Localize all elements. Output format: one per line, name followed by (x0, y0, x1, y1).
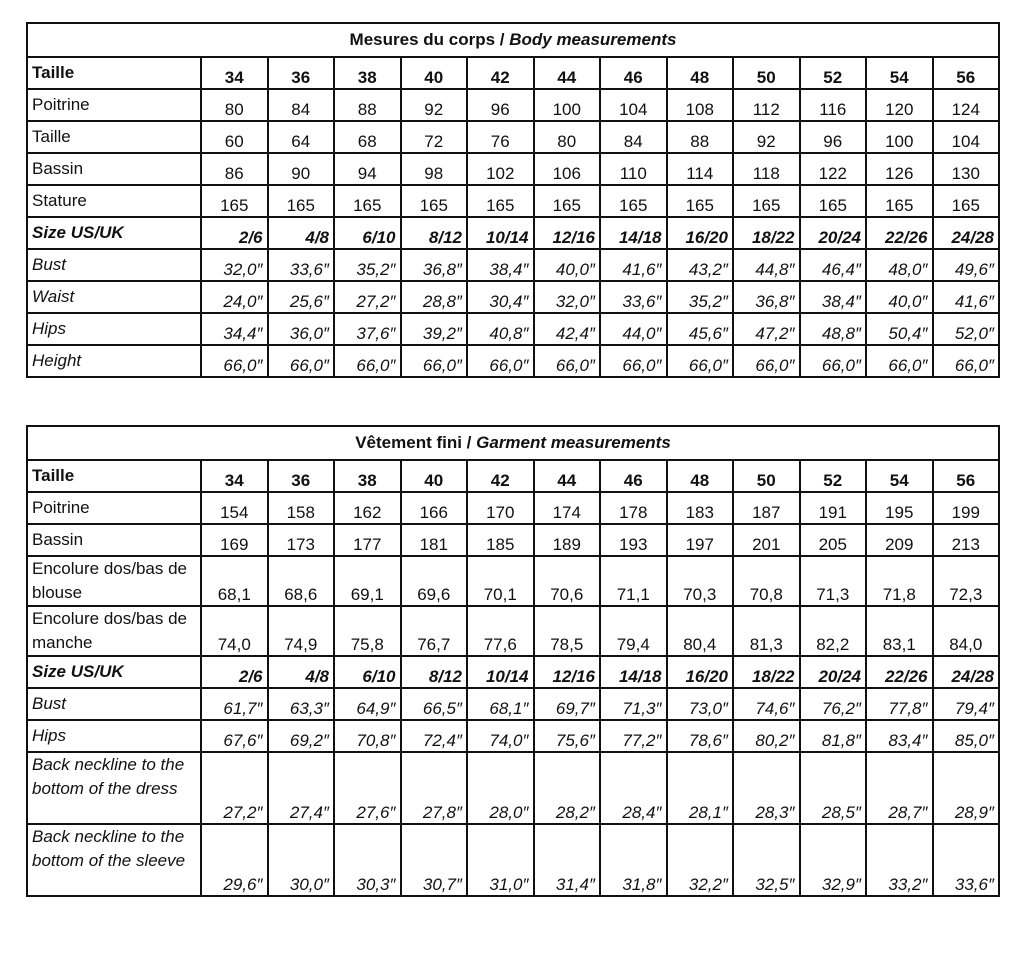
table-cell: 34,4″ (201, 313, 268, 345)
table-cell: 39,2″ (401, 313, 468, 345)
table-cell: 22/26 (866, 656, 933, 688)
table-cell: 30,4″ (467, 281, 534, 313)
table-cell: 40,0″ (534, 249, 601, 281)
table-cell: 116 (800, 89, 867, 121)
table-title-fr: Vêtement fini / (355, 433, 472, 452)
table-cell: 92 (733, 121, 800, 153)
table-row (27, 556, 999, 606)
table-cell: 54 (866, 460, 933, 492)
table-cell: 88 (334, 89, 401, 121)
row-label: Bassin (27, 524, 201, 556)
table-cell: 84 (268, 89, 335, 121)
table-cell: 165 (933, 185, 1000, 217)
table-cell: 213 (933, 524, 1000, 556)
table-cell: 165 (733, 185, 800, 217)
garment-measurements-table (26, 425, 1000, 897)
table-row (27, 752, 999, 824)
table-row (27, 249, 999, 281)
table-row (27, 656, 999, 688)
row-label: Bust (27, 249, 201, 281)
table-cell: 187 (733, 492, 800, 524)
table-cell: 74,9 (268, 606, 335, 656)
row-label: Hips (27, 313, 201, 345)
table-cell: 32,0″ (534, 281, 601, 313)
table-cell: 46,4″ (800, 249, 867, 281)
table-cell: 173 (268, 524, 335, 556)
table-title (27, 23, 999, 57)
table-cell: 165 (534, 185, 601, 217)
table-cell: 48,0″ (866, 249, 933, 281)
table-cell: 66,0″ (534, 345, 601, 377)
table-cell: 43,2″ (667, 249, 734, 281)
table-cell: 20/24 (800, 656, 867, 688)
table-cell: 48 (667, 460, 734, 492)
table-cell: 114 (667, 153, 734, 185)
row-label: Stature (27, 185, 201, 217)
table-cell: 52 (800, 57, 867, 89)
table-cell: 209 (866, 524, 933, 556)
table-title-en: Body measurements (509, 30, 677, 49)
table-cell: 70,3 (667, 556, 734, 606)
table-cell: 41,6″ (600, 249, 667, 281)
table-row (27, 121, 999, 153)
table-cell: 8/12 (401, 656, 468, 688)
table-row (27, 345, 999, 377)
table-cell: 4/8 (268, 217, 335, 249)
table-cell: 56 (933, 460, 1000, 492)
table-row (27, 153, 999, 185)
table-cell: 69,2″ (268, 720, 335, 752)
row-label: Taille (27, 121, 201, 153)
table-cell: 72,4″ (401, 720, 468, 752)
table-cell: 47,2″ (733, 313, 800, 345)
table-cell: 31,8″ (600, 824, 667, 896)
table-cell: 191 (800, 492, 867, 524)
table-cell: 66,0″ (401, 345, 468, 377)
table-row (27, 606, 999, 656)
table-cell: 31,4″ (534, 824, 601, 896)
table-cell: 61,7″ (201, 688, 268, 720)
table-cell: 70,8″ (334, 720, 401, 752)
row-label: Back neckline to the bottom of the dress (27, 752, 201, 824)
table-cell: 54 (866, 57, 933, 89)
table-cell: 28,4″ (600, 752, 667, 824)
table-cell: 27,8″ (401, 752, 468, 824)
table-cell: 120 (866, 89, 933, 121)
table-cell: 79,4″ (933, 688, 1000, 720)
table-cell: 124 (933, 89, 1000, 121)
table-cell: 66,0″ (933, 345, 1000, 377)
table-cell: 44 (534, 57, 601, 89)
table-cell: 74,0 (201, 606, 268, 656)
row-label: Encolure dos/bas de manche (27, 606, 201, 656)
table-cell: 130 (933, 153, 1000, 185)
table-cell: 83,4″ (866, 720, 933, 752)
table-cell: 40 (401, 460, 468, 492)
table-cell: 2/6 (201, 217, 268, 249)
table-cell: 44,8″ (733, 249, 800, 281)
table-cell: 183 (667, 492, 734, 524)
table-cell: 44,0″ (600, 313, 667, 345)
table-cell: 96 (467, 89, 534, 121)
table-cell: 66,0″ (600, 345, 667, 377)
table-cell: 85,0″ (933, 720, 1000, 752)
table-cell: 100 (534, 89, 601, 121)
table-cell: 94 (334, 153, 401, 185)
table-cell: 201 (733, 524, 800, 556)
table-cell: 40,0″ (866, 281, 933, 313)
table-cell: 71,1 (600, 556, 667, 606)
table-cell: 32,5″ (733, 824, 800, 896)
table-cell: 104 (600, 89, 667, 121)
table-cell: 31,0″ (467, 824, 534, 896)
table-row (27, 460, 999, 492)
table-cell: 104 (933, 121, 1000, 153)
table-cell: 40,8″ (467, 313, 534, 345)
table-cell: 66,5″ (401, 688, 468, 720)
table-cell: 28,2″ (534, 752, 601, 824)
table-cell: 102 (467, 153, 534, 185)
table-cell: 14/18 (600, 217, 667, 249)
body-measurements-table (26, 22, 1000, 378)
table-cell: 80 (201, 89, 268, 121)
table-cell: 66,0″ (467, 345, 534, 377)
table-cell: 90 (268, 153, 335, 185)
table-cell: 18/22 (733, 217, 800, 249)
table-cell: 28,3″ (733, 752, 800, 824)
table-cell: 28,0″ (467, 752, 534, 824)
table-cell: 86 (201, 153, 268, 185)
table-cell: 79,4 (600, 606, 667, 656)
table-cell: 34 (201, 57, 268, 89)
table-cell: 75,8 (334, 606, 401, 656)
table-cell: 38,4″ (800, 281, 867, 313)
table-cell: 169 (201, 524, 268, 556)
table-cell: 197 (667, 524, 734, 556)
table-cell: 38 (334, 57, 401, 89)
table-cell: 36,0″ (268, 313, 335, 345)
table-cell: 44 (534, 460, 601, 492)
table-cell: 27,2″ (201, 752, 268, 824)
row-label: Hips (27, 720, 201, 752)
table-cell: 71,3 (800, 556, 867, 606)
table-cell: 170 (467, 492, 534, 524)
table-cell: 74,6″ (733, 688, 800, 720)
table-cell: 28,1″ (667, 752, 734, 824)
table-cell: 92 (401, 89, 468, 121)
table-cell: 154 (201, 492, 268, 524)
table-cell: 63,3″ (268, 688, 335, 720)
table-cell: 6/10 (334, 656, 401, 688)
row-label: Poitrine (27, 89, 201, 121)
table-title-row (27, 23, 999, 57)
table-cell: 178 (600, 492, 667, 524)
table-cell: 68,1″ (467, 688, 534, 720)
table-row (27, 57, 999, 89)
table-cell: 27,6″ (334, 752, 401, 824)
table-cell: 36 (268, 57, 335, 89)
table-cell: 165 (401, 185, 468, 217)
table-cell: 36,8″ (401, 249, 468, 281)
table-cell: 165 (800, 185, 867, 217)
table-cell: 165 (467, 185, 534, 217)
row-label: Size US/UK (27, 656, 201, 688)
table-cell: 24/28 (933, 217, 1000, 249)
table-cell: 165 (201, 185, 268, 217)
table-cell: 35,2″ (334, 249, 401, 281)
table-cell: 181 (401, 524, 468, 556)
table-cell: 185 (467, 524, 534, 556)
table-cell: 48 (667, 57, 734, 89)
table-cell: 10/14 (467, 656, 534, 688)
table-cell: 165 (334, 185, 401, 217)
table-cell: 42 (467, 57, 534, 89)
table-row (27, 89, 999, 121)
table-title-row (27, 426, 999, 460)
table-cell: 24,0″ (201, 281, 268, 313)
table-cell: 16/20 (667, 656, 734, 688)
table-cell: 33,2″ (866, 824, 933, 896)
table-cell: 195 (866, 492, 933, 524)
table-cell: 106 (534, 153, 601, 185)
table-cell: 33,6″ (933, 824, 1000, 896)
table-cell: 100 (866, 121, 933, 153)
table-cell: 162 (334, 492, 401, 524)
table-cell: 189 (534, 524, 601, 556)
table-cell: 70,1 (467, 556, 534, 606)
table-cell: 80,4 (667, 606, 734, 656)
table-cell: 69,7″ (534, 688, 601, 720)
table-cell: 35,2″ (667, 281, 734, 313)
table-cell: 28,5″ (800, 752, 867, 824)
table-cell: 18/22 (733, 656, 800, 688)
table-cell: 4/8 (268, 656, 335, 688)
table-cell: 122 (800, 153, 867, 185)
table-cell: 38,4″ (467, 249, 534, 281)
table-cell: 41,6″ (933, 281, 1000, 313)
table-cell: 28,9″ (933, 752, 1000, 824)
row-label: Taille (27, 460, 201, 492)
table-cell: 52,0″ (933, 313, 1000, 345)
table-cell: 82,2 (800, 606, 867, 656)
table-cell: 66,0″ (334, 345, 401, 377)
table-cell: 46 (600, 460, 667, 492)
table-cell: 67,6″ (201, 720, 268, 752)
table-cell: 78,5 (534, 606, 601, 656)
table-cell: 10/14 (467, 217, 534, 249)
table-cell: 71,3″ (600, 688, 667, 720)
table-cell: 50 (733, 57, 800, 89)
table-cell: 28,7″ (866, 752, 933, 824)
table-cell: 70,8 (733, 556, 800, 606)
table-cell: 193 (600, 524, 667, 556)
table-cell: 68 (334, 121, 401, 153)
row-label: Poitrine (27, 492, 201, 524)
table-cell: 80,2″ (733, 720, 800, 752)
table-cell: 37,6″ (334, 313, 401, 345)
table-cell: 88 (667, 121, 734, 153)
row-label: Taille (27, 57, 201, 89)
table-cell: 76,2″ (800, 688, 867, 720)
table-cell: 34 (201, 460, 268, 492)
table-row (27, 281, 999, 313)
table-cell: 50,4″ (866, 313, 933, 345)
table-cell: 24/28 (933, 656, 1000, 688)
table-cell: 66,0″ (201, 345, 268, 377)
table-row (27, 824, 999, 896)
table-cell: 118 (733, 153, 800, 185)
table-row (27, 524, 999, 556)
table-cell: 25,6″ (268, 281, 335, 313)
row-label: Height (27, 345, 201, 377)
row-label: Encolure dos/bas de blouse (27, 556, 201, 606)
table-cell: 36 (268, 460, 335, 492)
row-label: Bassin (27, 153, 201, 185)
row-label: Size US/UK (27, 217, 201, 249)
table-cell: 66,0″ (667, 345, 734, 377)
table-cell: 40 (401, 57, 468, 89)
table-cell: 27,4″ (268, 752, 335, 824)
table-title-en: Garment measurements (476, 433, 671, 452)
table-cell: 2/6 (201, 656, 268, 688)
table-cell: 8/12 (401, 217, 468, 249)
table-cell: 98 (401, 153, 468, 185)
table-cell: 64 (268, 121, 335, 153)
table-cell: 42,4″ (534, 313, 601, 345)
table-cell: 72 (401, 121, 468, 153)
row-label: Back neckline to the bottom of the sleeve (27, 824, 201, 896)
table-cell: 12/16 (534, 217, 601, 249)
table-row (27, 313, 999, 345)
table-cell: 77,8″ (866, 688, 933, 720)
table-cell: 42 (467, 460, 534, 492)
table-cell: 33,6″ (268, 249, 335, 281)
table-cell: 165 (667, 185, 734, 217)
table-row (27, 688, 999, 720)
table-cell: 75,6″ (534, 720, 601, 752)
table-cell: 68,1 (201, 556, 268, 606)
table-cell: 83,1 (866, 606, 933, 656)
table-cell: 66,0″ (866, 345, 933, 377)
table-cell: 81,8″ (800, 720, 867, 752)
table-cell: 158 (268, 492, 335, 524)
row-label: Bust (27, 688, 201, 720)
table-cell: 52 (800, 460, 867, 492)
table-cell: 32,9″ (800, 824, 867, 896)
table-cell: 72,3 (933, 556, 1000, 606)
table-cell: 29,6″ (201, 824, 268, 896)
table-cell: 27,2″ (334, 281, 401, 313)
table-cell: 6/10 (334, 217, 401, 249)
table-cell: 78,6″ (667, 720, 734, 752)
table-cell: 76 (467, 121, 534, 153)
table-cell: 96 (800, 121, 867, 153)
table-cell: 28,8″ (401, 281, 468, 313)
table-cell: 73,0″ (667, 688, 734, 720)
table-row (27, 720, 999, 752)
table-cell: 84 (600, 121, 667, 153)
table-cell: 66,0″ (268, 345, 335, 377)
table-cell: 166 (401, 492, 468, 524)
table-cell: 22/26 (866, 217, 933, 249)
table-cell: 70,6 (534, 556, 601, 606)
table-cell: 81,3 (733, 606, 800, 656)
table-cell: 60 (201, 121, 268, 153)
table-cell: 112 (733, 89, 800, 121)
table-cell: 49,6″ (933, 249, 1000, 281)
table-row (27, 492, 999, 524)
table-cell: 108 (667, 89, 734, 121)
table-cell: 110 (600, 153, 667, 185)
table-cell: 46 (600, 57, 667, 89)
table-cell: 30,7″ (401, 824, 468, 896)
table-cell: 16/20 (667, 217, 734, 249)
table-cell: 48,8″ (800, 313, 867, 345)
row-label: Waist (27, 281, 201, 313)
table-cell: 84,0 (933, 606, 1000, 656)
table-cell: 56 (933, 57, 1000, 89)
table-cell: 69,6 (401, 556, 468, 606)
table-title (27, 426, 999, 460)
table-title-fr: Mesures du corps / (349, 30, 505, 49)
table-cell: 45,6″ (667, 313, 734, 345)
table-cell: 38 (334, 460, 401, 492)
table-cell: 50 (733, 460, 800, 492)
table-cell: 205 (800, 524, 867, 556)
table-cell: 199 (933, 492, 1000, 524)
table-cell: 30,3″ (334, 824, 401, 896)
table-cell: 77,2″ (600, 720, 667, 752)
table-cell: 165 (600, 185, 667, 217)
table-cell: 14/18 (600, 656, 667, 688)
table-cell: 126 (866, 153, 933, 185)
table-cell: 20/24 (800, 217, 867, 249)
table-cell: 12/16 (534, 656, 601, 688)
table-cell: 68,6 (268, 556, 335, 606)
table-cell: 76,7 (401, 606, 468, 656)
table-cell: 74,0″ (467, 720, 534, 752)
table-cell: 66,0″ (733, 345, 800, 377)
table-cell: 64,9″ (334, 688, 401, 720)
table-cell: 66,0″ (800, 345, 867, 377)
table-cell: 177 (334, 524, 401, 556)
table-cell: 71,8 (866, 556, 933, 606)
table-cell: 36,8″ (733, 281, 800, 313)
table-cell: 77,6 (467, 606, 534, 656)
table-cell: 30,0″ (268, 824, 335, 896)
table-cell: 33,6″ (600, 281, 667, 313)
table-cell: 165 (866, 185, 933, 217)
table-cell: 165 (268, 185, 335, 217)
table-cell: 80 (534, 121, 601, 153)
table-cell: 32,2″ (667, 824, 734, 896)
table-cell: 32,0″ (201, 249, 268, 281)
table-cell: 69,1 (334, 556, 401, 606)
table-row (27, 217, 999, 249)
table-cell: 174 (534, 492, 601, 524)
table-row (27, 185, 999, 217)
